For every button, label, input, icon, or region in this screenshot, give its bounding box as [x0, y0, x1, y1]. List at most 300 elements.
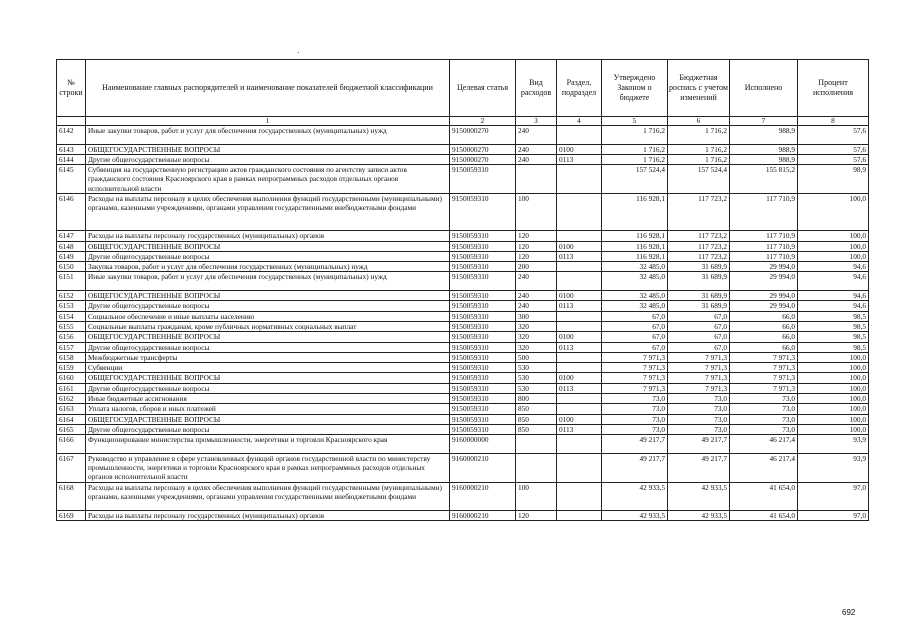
row-target-article: 9150059310 — [450, 311, 516, 321]
row-budget-schedule: 73,0 — [668, 414, 730, 424]
row-budget-schedule: 73,0 — [668, 394, 730, 404]
row-percent: 94,6 — [798, 291, 869, 301]
row-number: 6152 — [57, 291, 86, 301]
table-row — [57, 373, 869, 383]
row-approved: 67,0 — [602, 311, 668, 321]
row-number: 6142 — [57, 126, 86, 145]
row-percent: 100,0 — [798, 424, 869, 434]
row-section: 0113 — [557, 301, 602, 311]
row-name: Руководство и управление в сфере установленных функций органов государственной власти по министерству промышленности, энергетики и торговли Красноярского края в рамках непрограммных расходов отдельных органов исполнительной власти — [86, 453, 450, 482]
row-number: 6157 — [57, 342, 86, 352]
budget-execution-table — [56, 59, 869, 521]
row-name: Субвенция на государственную регистрацию актов гражданского состояния по агентству записи актов гражданского состояния Красноярского края в рамках непрограммных расходов отдельных органов исполнительной власти — [86, 165, 450, 194]
row-target-article: 9160000000 — [450, 435, 516, 454]
row-approved: 1 716,2 — [602, 126, 668, 145]
column-number: 6 — [668, 117, 730, 126]
row-approved: 49 217,7 — [602, 453, 668, 482]
row-target-article: 9150059310 — [450, 291, 516, 301]
row-target-article: 9150059310 — [450, 332, 516, 342]
row-budget-schedule: 1 716,2 — [668, 144, 730, 154]
row-target-article: 9150000270 — [450, 126, 516, 145]
row-target-article: 9150059310 — [450, 404, 516, 414]
row-expense-type: 100 — [516, 482, 557, 510]
row-executed: 155 815,2 — [730, 165, 798, 194]
row-expense-type: 850 — [516, 404, 557, 414]
row-name: Другие общегосударственные вопросы — [86, 424, 450, 434]
row-approved: 73,0 — [602, 394, 668, 404]
header-expense-type: Вид расходов — [516, 60, 557, 117]
row-section: 0100 — [557, 414, 602, 424]
column-number: 5 — [602, 117, 668, 126]
row-number: 6145 — [57, 165, 86, 194]
row-executed: 66,0 — [730, 321, 798, 331]
row-section: 0113 — [557, 342, 602, 352]
row-number: 6154 — [57, 311, 86, 321]
row-executed: 117 710,9 — [730, 251, 798, 261]
table-body — [57, 126, 869, 521]
row-percent: 94,6 — [798, 301, 869, 311]
row-name: ОБЩЕГОСУДАРСТВЕННЫЕ ВОПРОСЫ — [86, 332, 450, 342]
row-budget-schedule: 1 716,2 — [668, 126, 730, 145]
row-number: 6143 — [57, 144, 86, 154]
row-executed: 117 710,9 — [730, 241, 798, 251]
row-percent: 100,0 — [798, 414, 869, 424]
row-name: Межбюджетные трансферты — [86, 352, 450, 362]
row-approved: 73,0 — [602, 424, 668, 434]
row-approved: 67,0 — [602, 342, 668, 352]
row-executed: 117 710,9 — [730, 231, 798, 241]
row-percent: 100,0 — [798, 352, 869, 362]
row-approved: 32 485,0 — [602, 262, 668, 272]
row-budget-schedule: 73,0 — [668, 424, 730, 434]
row-executed: 73,0 — [730, 414, 798, 424]
row-percent: 57,6 — [798, 126, 869, 145]
row-approved: 42 933,5 — [602, 482, 668, 510]
row-expense-type: 240 — [516, 126, 557, 145]
row-target-article: 9150059310 — [450, 251, 516, 261]
row-expense-type: 120 — [516, 231, 557, 241]
row-approved: 7 971,3 — [602, 363, 668, 373]
table-row — [57, 231, 869, 241]
row-target-article: 9150000270 — [450, 144, 516, 154]
row-section: 0113 — [557, 251, 602, 261]
row-target-article: 9150059310 — [450, 231, 516, 241]
row-name: Другие общегосударственные вопросы — [86, 342, 450, 352]
row-executed: 66,0 — [730, 311, 798, 321]
table-header-row — [57, 60, 869, 117]
row-target-article: 9160000210 — [450, 510, 516, 520]
row-section — [557, 262, 602, 272]
row-name: Другие общегосударственные вопросы — [86, 301, 450, 311]
row-executed: 66,0 — [730, 342, 798, 352]
row-percent: 98,5 — [798, 321, 869, 331]
row-expense-type: 120 — [516, 510, 557, 520]
row-executed: 73,0 — [730, 394, 798, 404]
row-expense-type: 240 — [516, 272, 557, 291]
row-expense-type: 240 — [516, 301, 557, 311]
row-approved: 49 217,7 — [602, 435, 668, 454]
column-number-row — [57, 117, 869, 126]
row-expense-type — [516, 453, 557, 482]
row-approved: 157 524,4 — [602, 165, 668, 194]
row-number: 6166 — [57, 435, 86, 454]
row-number: 6144 — [57, 154, 86, 164]
row-number: 6155 — [57, 321, 86, 331]
row-section — [557, 394, 602, 404]
row-number: 6148 — [57, 241, 86, 251]
row-section: 0100 — [557, 144, 602, 154]
row-budget-schedule: 7 971,3 — [668, 383, 730, 393]
row-approved: 7 971,3 — [602, 352, 668, 362]
row-percent: 97,0 — [798, 482, 869, 510]
row-budget-schedule: 117 723,2 — [668, 251, 730, 261]
row-percent: 100,0 — [798, 231, 869, 241]
row-approved: 73,0 — [602, 414, 668, 424]
row-expense-type: 240 — [516, 144, 557, 154]
row-target-article: 9150000270 — [450, 154, 516, 164]
table-row — [57, 262, 869, 272]
row-number: 6149 — [57, 251, 86, 261]
row-target-article: 9160000210 — [450, 453, 516, 482]
row-name: Иные закупки товаров, работ и услуг для обеспечения государственных (муниципальных) нужд — [86, 126, 450, 145]
row-approved: 7 971,3 — [602, 373, 668, 383]
row-approved: 67,0 — [602, 332, 668, 342]
row-section — [557, 165, 602, 194]
row-percent: 100,0 — [798, 194, 869, 231]
row-executed: 73,0 — [730, 424, 798, 434]
row-expense-type: 850 — [516, 414, 557, 424]
table-row — [57, 435, 869, 454]
table-row — [57, 251, 869, 261]
row-expense-type: 240 — [516, 154, 557, 164]
row-percent: 100,0 — [798, 383, 869, 393]
row-expense-type — [516, 165, 557, 194]
row-target-article: 9150059310 — [450, 262, 516, 272]
row-name: Расходы на выплаты персоналу в целях обеспечения выполнения функций государственными (муниципальными) органами, казенными учреждениями, органами управления государственными внебюджетными фондами — [86, 482, 450, 510]
row-number: 6163 — [57, 404, 86, 414]
row-number: 6151 — [57, 272, 86, 291]
row-section: 0100 — [557, 373, 602, 383]
row-budget-schedule: 7 971,3 — [668, 373, 730, 383]
scan-artifact — [298, 52, 299, 53]
row-executed: 73,0 — [730, 404, 798, 414]
table-row — [57, 383, 869, 393]
row-expense-type: 530 — [516, 373, 557, 383]
row-budget-schedule: 42 933,5 — [668, 482, 730, 510]
row-name: ОБЩЕГОСУДАРСТВЕННЫЕ ВОПРОСЫ — [86, 414, 450, 424]
row-approved: 73,0 — [602, 404, 668, 414]
row-number: 6164 — [57, 414, 86, 424]
table-row — [57, 352, 869, 362]
row-name: Другие общегосударственные вопросы — [86, 154, 450, 164]
row-percent: 100,0 — [798, 363, 869, 373]
row-number: 6168 — [57, 482, 86, 510]
row-executed: 29 994,0 — [730, 291, 798, 301]
row-name: Уплата налогов, сборов и иных платежей — [86, 404, 450, 414]
row-executed: 41 654,0 — [730, 510, 798, 520]
row-target-article: 9150059310 — [450, 424, 516, 434]
row-target-article: 9150059310 — [450, 194, 516, 231]
row-section — [557, 126, 602, 145]
table-row — [57, 321, 869, 331]
table-row — [57, 342, 869, 352]
table-row — [57, 301, 869, 311]
column-number: 4 — [557, 117, 602, 126]
row-budget-schedule: 117 723,2 — [668, 194, 730, 231]
row-approved: 67,0 — [602, 321, 668, 331]
row-name: ОБЩЕГОСУДАРСТВЕННЫЕ ВОПРОСЫ — [86, 373, 450, 383]
row-executed: 988,9 — [730, 154, 798, 164]
row-number: 6159 — [57, 363, 86, 373]
row-name: ОБЩЕГОСУДАРСТВЕННЫЕ ВОПРОСЫ — [86, 291, 450, 301]
table-row — [57, 363, 869, 373]
row-budget-schedule: 31 689,9 — [668, 272, 730, 291]
table-row — [57, 404, 869, 414]
row-target-article: 9150059310 — [450, 383, 516, 393]
row-budget-schedule: 67,0 — [668, 332, 730, 342]
row-section: 0100 — [557, 291, 602, 301]
row-number: 6153 — [57, 301, 86, 311]
page-number: 692 — [842, 608, 856, 617]
row-executed: 7 971,3 — [730, 363, 798, 373]
header-percent: Процент исполнения — [798, 60, 869, 117]
row-number: 6169 — [57, 510, 86, 520]
column-number: 2 — [450, 117, 516, 126]
row-name: Социальные выплаты гражданам, кроме публичных нормативных социальных выплат — [86, 321, 450, 331]
row-expense-type: 320 — [516, 321, 557, 331]
row-name: Иные бюджетные ассигнования — [86, 394, 450, 404]
table-row — [57, 453, 869, 482]
row-name: Другие общегосударственные вопросы — [86, 383, 450, 393]
row-budget-schedule: 31 689,9 — [668, 262, 730, 272]
row-approved: 116 928,1 — [602, 251, 668, 261]
row-expense-type: 850 — [516, 424, 557, 434]
row-name: Расходы на выплаты персоналу государственных (муниципальных) органов — [86, 231, 450, 241]
column-number: 1 — [86, 117, 450, 126]
row-section — [557, 510, 602, 520]
row-name: Расходы на выплаты персоналу государственных (муниципальных) органов — [86, 510, 450, 520]
row-approved: 116 928,1 — [602, 194, 668, 231]
row-expense-type: 320 — [516, 342, 557, 352]
table-row — [57, 414, 869, 424]
row-target-article: 9150059310 — [450, 321, 516, 331]
row-expense-type: 320 — [516, 332, 557, 342]
row-name: Закупка товаров, работ и услуг для обеспечения государственных (муниципальных) нужд — [86, 262, 450, 272]
row-target-article: 9160000210 — [450, 482, 516, 510]
row-percent: 93,9 — [798, 453, 869, 482]
row-executed: 29 994,0 — [730, 262, 798, 272]
row-expense-type: 200 — [516, 262, 557, 272]
column-number: 7 — [730, 117, 798, 126]
column-number-blank — [57, 117, 86, 126]
column-number: 8 — [798, 117, 869, 126]
table-row — [57, 165, 869, 194]
row-percent: 98,5 — [798, 342, 869, 352]
table-row — [57, 144, 869, 154]
header-budget-schedule: Бюджетная роспись с учетом изменений — [668, 60, 730, 117]
row-executed: 66,0 — [730, 332, 798, 342]
row-number: 6162 — [57, 394, 86, 404]
table-row — [57, 311, 869, 321]
table-row — [57, 332, 869, 342]
row-target-article: 9150059310 — [450, 394, 516, 404]
table-row — [57, 291, 869, 301]
row-percent: 100,0 — [798, 404, 869, 414]
row-budget-schedule: 157 524,4 — [668, 165, 730, 194]
row-executed: 29 994,0 — [730, 272, 798, 291]
table-row — [57, 126, 869, 145]
row-approved: 116 928,1 — [602, 231, 668, 241]
row-budget-schedule: 49 217,7 — [668, 453, 730, 482]
row-executed: 988,9 — [730, 144, 798, 154]
row-expense-type: 530 — [516, 383, 557, 393]
header-row-number: № строки — [57, 60, 86, 117]
row-target-article: 9150059310 — [450, 373, 516, 383]
row-expense-type: 530 — [516, 363, 557, 373]
row-budget-schedule: 7 971,3 — [668, 352, 730, 362]
row-budget-schedule: 67,0 — [668, 311, 730, 321]
row-section — [557, 352, 602, 362]
row-percent: 97,0 — [798, 510, 869, 520]
row-executed: 7 971,3 — [730, 352, 798, 362]
row-section — [557, 404, 602, 414]
row-approved: 116 928,1 — [602, 241, 668, 251]
row-number: 6156 — [57, 332, 86, 342]
row-number: 6147 — [57, 231, 86, 241]
row-budget-schedule: 117 723,2 — [668, 231, 730, 241]
row-target-article: 9150059310 — [450, 241, 516, 251]
row-budget-schedule: 49 217,7 — [668, 435, 730, 454]
row-percent: 57,6 — [798, 144, 869, 154]
row-budget-schedule: 31 689,9 — [668, 291, 730, 301]
row-budget-schedule: 67,0 — [668, 321, 730, 331]
row-target-article: 9150059310 — [450, 272, 516, 291]
row-percent: 98,5 — [798, 311, 869, 321]
row-executed: 7 971,3 — [730, 373, 798, 383]
row-percent: 100,0 — [798, 394, 869, 404]
row-executed: 988,9 — [730, 126, 798, 145]
row-expense-type: 800 — [516, 394, 557, 404]
row-number: 6161 — [57, 383, 86, 393]
row-name: Субвенции — [86, 363, 450, 373]
row-expense-type: 120 — [516, 241, 557, 251]
table-row — [57, 154, 869, 164]
row-target-article: 9150059310 — [450, 301, 516, 311]
row-section — [557, 453, 602, 482]
table-row — [57, 194, 869, 231]
row-number: 6165 — [57, 424, 86, 434]
table-row — [57, 510, 869, 520]
row-percent: 100,0 — [798, 373, 869, 383]
row-name: ОБЩЕГОСУДАРСТВЕННЫЕ ВОПРОСЫ — [86, 241, 450, 251]
row-approved: 32 485,0 — [602, 291, 668, 301]
row-section — [557, 435, 602, 454]
row-budget-schedule: 7 971,3 — [668, 363, 730, 373]
row-number: 6167 — [57, 453, 86, 482]
row-approved: 42 933,5 — [602, 510, 668, 520]
row-percent: 94,6 — [798, 262, 869, 272]
row-number: 6158 — [57, 352, 86, 362]
table-row — [57, 394, 869, 404]
row-percent: 98,5 — [798, 332, 869, 342]
row-name: Иные закупки товаров, работ и услуг для обеспечения государственных (муниципальных) нужд — [86, 272, 450, 291]
row-budget-schedule: 1 716,2 — [668, 154, 730, 164]
row-target-article: 9150059310 — [450, 414, 516, 424]
row-target-article: 9150059310 — [450, 165, 516, 194]
row-section — [557, 482, 602, 510]
row-executed: 7 971,3 — [730, 383, 798, 393]
row-section — [557, 363, 602, 373]
row-expense-type: 500 — [516, 352, 557, 362]
header-section: Раздел, подраздел — [557, 60, 602, 117]
row-name: Расходы на выплаты персоналу в целях обеспечения выполнения функций государственными (муниципальными) органами, казенными учреждениями, органами управления государственными внебюджетными фондами — [86, 194, 450, 231]
row-approved: 32 485,0 — [602, 272, 668, 291]
table-row — [57, 482, 869, 510]
table-row — [57, 272, 869, 291]
row-name: Функционирование министерства промышленности, энергетики и торговли Красноярского края — [86, 435, 450, 454]
row-budget-schedule: 73,0 — [668, 404, 730, 414]
row-percent: 100,0 — [798, 241, 869, 251]
row-name: ОБЩЕГОСУДАРСТВЕННЫЕ ВОПРОСЫ — [86, 144, 450, 154]
row-target-article: 9150059310 — [450, 363, 516, 373]
row-executed: 29 994,0 — [730, 301, 798, 311]
row-percent: 57,6 — [798, 154, 869, 164]
header-executed: Исполнено — [730, 60, 798, 117]
row-number: 6160 — [57, 373, 86, 383]
row-budget-schedule: 31 689,9 — [668, 301, 730, 311]
row-approved: 1 716,2 — [602, 144, 668, 154]
row-section: 0113 — [557, 424, 602, 434]
table-row — [57, 424, 869, 434]
row-percent: 98,9 — [798, 165, 869, 194]
row-approved: 1 716,2 — [602, 154, 668, 164]
row-percent: 94,6 — [798, 272, 869, 291]
row-percent: 100,0 — [798, 251, 869, 261]
row-section — [557, 321, 602, 331]
row-approved: 7 971,3 — [602, 383, 668, 393]
row-executed: 46 217,4 — [730, 453, 798, 482]
header-target-article: Целевая статья — [450, 60, 516, 117]
row-section — [557, 194, 602, 231]
row-name: Другие общегосударственные вопросы — [86, 251, 450, 261]
row-name: Социальное обеспечение и иные выплаты населению — [86, 311, 450, 321]
row-section — [557, 311, 602, 321]
column-number: 3 — [516, 117, 557, 126]
row-budget-schedule: 67,0 — [668, 342, 730, 352]
row-number: 6150 — [57, 262, 86, 272]
row-executed: 46 217,4 — [730, 435, 798, 454]
row-budget-schedule: 117 723,2 — [668, 241, 730, 251]
row-executed: 117 710,9 — [730, 194, 798, 231]
row-section: 0100 — [557, 241, 602, 251]
row-target-article: 9150059310 — [450, 352, 516, 362]
row-section: 0113 — [557, 154, 602, 164]
row-section — [557, 272, 602, 291]
row-executed: 41 654,0 — [730, 482, 798, 510]
header-approved: Утверждено Законом о бюджете — [602, 60, 668, 117]
row-section: 0100 — [557, 332, 602, 342]
row-section: 0113 — [557, 383, 602, 393]
row-expense-type: 300 — [516, 311, 557, 321]
row-percent: 93,9 — [798, 435, 869, 454]
row-expense-type — [516, 435, 557, 454]
row-number: 6146 — [57, 194, 86, 231]
header-name: Наименование главных распорядителей и наименование показателей бюджетной классификации — [86, 60, 450, 117]
row-budget-schedule: 42 933,5 — [668, 510, 730, 520]
row-approved: 32 485,0 — [602, 301, 668, 311]
row-expense-type: 100 — [516, 194, 557, 231]
row-expense-type: 240 — [516, 291, 557, 301]
